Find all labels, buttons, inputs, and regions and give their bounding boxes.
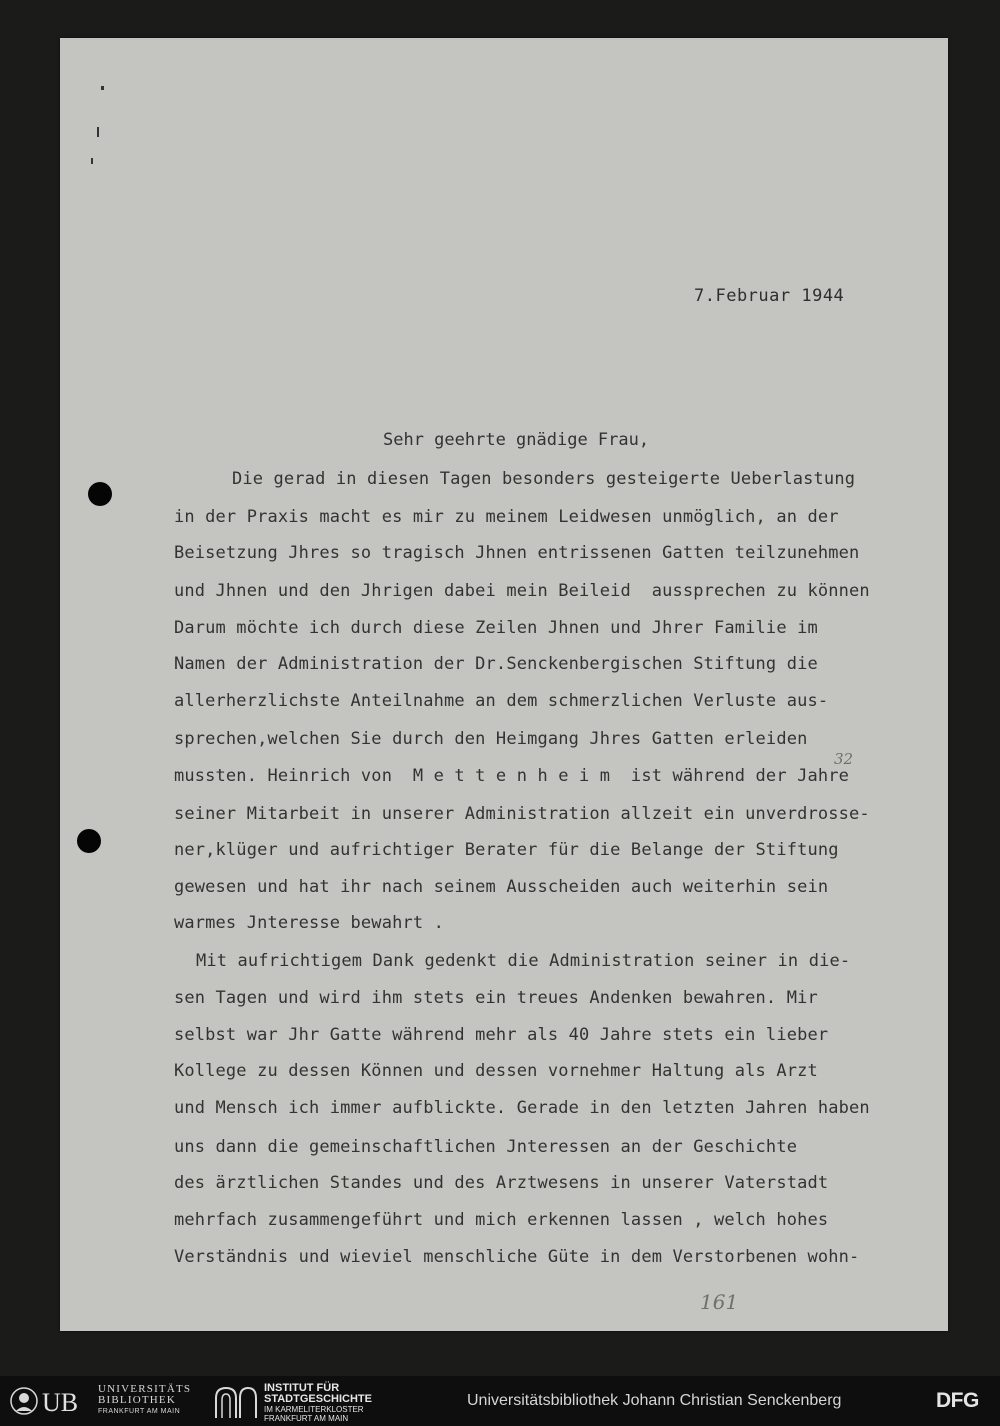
body-line: sprechen,welchen Sie durch den Heimgang Jhres Gatten erleiden [174, 729, 808, 749]
body-line: warmes Jnteresse bewahrt . [174, 913, 445, 933]
isg-name [264, 1383, 372, 1423]
isg-line-3: IM KARMELITERKLOSTER [264, 1405, 364, 1414]
ub-line-2: BIBLIOTHEK [98, 1394, 176, 1406]
isg-line-4: FRANKFURT AM MAIN [264, 1414, 349, 1423]
dfg-logo: DFG [936, 1389, 979, 1412]
body-line: mussten. Heinrich von M e t t e n h e i m ist während der Jahre [174, 766, 850, 786]
body-line: mehrfach zusammengeführt und mich erkennen lassen , welch hohes [174, 1210, 829, 1230]
punch-hole-top [88, 482, 112, 506]
paper-mark [91, 158, 93, 164]
body-line: Die gerad in diesen Tagen besonders gesteigerte Ueberlastung [232, 469, 856, 489]
salutation: Sehr geehrte gnädige Frau, [383, 430, 650, 450]
body-line: Beisetzung Jhres so tragisch Jhnen entrissenen Gatten teilzunehmen [174, 543, 860, 563]
paper-mark [97, 127, 99, 137]
body-line: und Mensch ich immer aufblickte. Gerade in den letzten Jahren haben [174, 1098, 870, 1118]
isg-line-2: STADTGESCHICHTE [264, 1393, 372, 1405]
svg-text:UB: UB [42, 1388, 79, 1417]
ub-line-1: UNIVERSITÄTS [98, 1383, 192, 1395]
library-name: Universitätsbibliothek Johann Christian Senckenberg [467, 1392, 842, 1409]
pencil-page-number: 161 [700, 1290, 739, 1314]
body-line: selbst war Jhr Gatte während mehr als 40 Jahre stets ein lieber [174, 1025, 829, 1045]
body-line: seiner Mitarbeit in unserer Administration allzeit ein unverdrosse- [174, 804, 870, 824]
body-line: Namen der Administration der Dr.Senckenbergischen Stiftung die [174, 654, 818, 674]
isg-logo [212, 1384, 258, 1420]
body-line: des ärztlichen Standes und des Arztwesens in unserer Vaterstadt [174, 1173, 829, 1193]
body-line: Mit aufrichtigem Dank gedenkt die Administration seiner in die- [196, 951, 851, 971]
body-line: Kollege zu dessen Können und dessen vornehmer Haltung als Arzt [174, 1061, 818, 1081]
body-line: ner,klüger und aufrichtiger Berater für die Belange der Stiftung [174, 840, 839, 860]
body-line: allerherzlichste Anteilnahme an dem schmerzlichen Verluste aus- [174, 691, 829, 711]
letter-date: 7.Februar 1944 [694, 286, 845, 306]
isg-line-1: INSTITUT FÜR [264, 1382, 340, 1394]
footer-bar [0, 1376, 1000, 1426]
ub-line-3: FRANKFURT AM MAIN [98, 1408, 181, 1415]
paper-mark [101, 86, 104, 90]
body-line: in der Praxis macht es mir zu meinem Leidwesen unmöglich, an der [174, 507, 839, 527]
body-line: und Jhnen und den Jhrigen dabei mein Beileid aussprechen zu können [174, 581, 870, 601]
body-line: uns dann die gemeinschaftlichen Jnteressen an der Geschichte [174, 1137, 798, 1157]
margin-note: 32 [834, 750, 854, 768]
body-line: gewesen und hat ihr nach seinem Ausscheiden auch weiterhin sein [174, 877, 829, 897]
body-line: sen Tagen und wird ihm stets ein treues Andenken bewahren. Mir [174, 988, 818, 1008]
ub-name [98, 1384, 191, 1417]
body-line: Verständnis und wieviel menschliche Güte in dem Verstorbenen wohn- [174, 1247, 860, 1267]
ub-logo [8, 1385, 94, 1417]
punch-hole-bottom [77, 829, 101, 853]
body-line: Darum möchte ich durch diese Zeilen Jhnen und Jhrer Familie im [174, 618, 818, 638]
